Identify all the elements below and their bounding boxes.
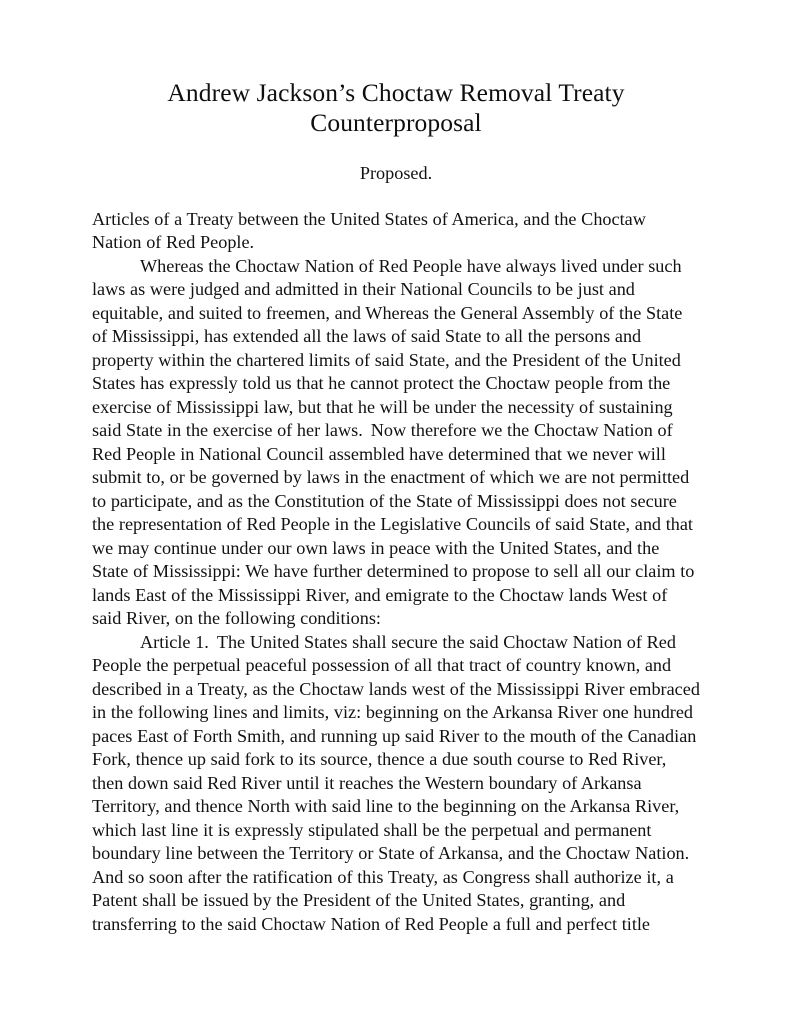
paragraph-whereas: [92, 255, 700, 631]
paragraph-text: Articles of a Treaty between the United States of America, and the Choctaw Nation of Red People.: [92, 208, 646, 252]
document-subtitle: Proposed.: [359, 163, 433, 183]
paragraph-text-part-1: The United States shall secure the said Choctaw Nation of Red People the perpetual peaceful possession of all that tract of country known, and described in a Treaty, as the Choctaw lands west of the Mississippi River embraced in the following lines and limits, viz: beginning on the Arkansa River one hundred paces East of Forth Smith, and running up said River to the mouth of the Canadian Fork, thence up said fork to its source, thence a due south course to Red River, then down said Red River until it reaches the Western boundary of Arkansa Territory, and thence North with said line to the beginning on the Arkansa River, which last line it is expressly stipulated shall be the perpetual and permanent boundary line between the Territory or State of Arkansa, and the Choctaw Nation.: [92, 631, 700, 863]
article-label: Article 1.: [140, 631, 209, 652]
paragraph-preamble-articles: [92, 208, 700, 255]
page-content: [92, 78, 700, 936]
paragraph-text-part-2: And so soon after the ratification of this Treaty, as Congress shall authorize it, a Patent shall be issued by the President of the United States, granting, and transferring to the said Choctaw Nation of Red People a full and perfect title: [92, 866, 674, 934]
document-body: [92, 186, 700, 937]
document-title-line-1: Andrew Jackson’s Choctaw Removal Treaty: [167, 78, 625, 107]
paragraph-text-part-2: Now therefore we the Choctaw Nation of Red People in National Council assembled have determined that we never will submit to, or be governed by laws in the enactment of which we are not permitted to participate, and as the Constitution of the State of Mississippi does not secure the representation of Red People in the Legislative Councils of said State, and that we may continue under our own laws in peace with the United States, and the State of Mississippi: We have further determined to propose to sell all our claim to lands East of the Mississippi River, and emigrate to the Choctaw lands West of said River, on the following conditions:: [92, 420, 695, 628]
paragraph-text-part-1: Whereas the Choctaw Nation of Red People have always lived under such laws as were judged and admitted in their National Councils to be just and equitable, and suited to freemen, and Whereas the General Assembly of the State of Mississippi, has extended all the laws of said State to all the persons and property within the chartered limits of said State, and the President of the United States has expressly told us that he cannot protect the Choctaw people from the exercise of Mississippi law, but that he will be under the necessity of sustaining said State in the exercise of her laws.: [92, 255, 683, 440]
paragraph-article-1: [92, 631, 700, 937]
document-title-line-2: Counterproposal: [310, 108, 482, 137]
document-title: [92, 78, 700, 138]
